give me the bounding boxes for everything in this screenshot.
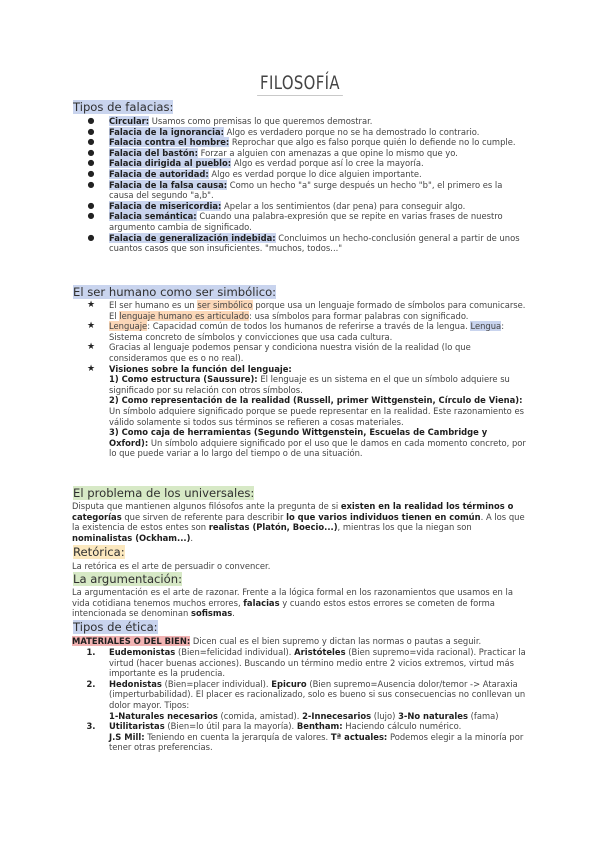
list-item: ● Falacia contra el hombre: Reprochar que algo es falso porque quién lo defiende no lo cumple. bbox=[109, 137, 521, 148]
hedonismo-tipos: 1-Naturales necesarios (comida, amistad). 2-Innecesarios (lujo) 3-No naturales (fama) bbox=[109, 710, 499, 721]
star-bullet-icon: ★ bbox=[86, 321, 96, 332]
page-title: FILOSOFÍA bbox=[66, 72, 534, 94]
star-bullet-icon: ★ bbox=[86, 342, 96, 353]
bullet-icon: ● bbox=[87, 211, 95, 221]
list-item: ● Falacia dirigida al pueblo: Algo es verdad porque así lo cree la mayoría. bbox=[109, 158, 521, 169]
section-heading-universales: El problema de los universales: bbox=[73, 486, 255, 500]
list-item: 1. Eudemonistas (Bien=felicidad individual). Aristóteles (Bien supremo=vida racional). Practicar la virtud (hacer buenas acciones). Buscando un término medio entre 2 vicios extremos, virtud más importante es la prudencia. bbox=[86, 647, 526, 679]
list-item: ● Circular: Usamos como premisas lo que queremos demostrar. bbox=[109, 116, 521, 127]
list-item: ★ Lenguaje: Capacidad común de todos los humanos de referirse a través de la lengua. Lengua: Sistema concreto de símbolos y convicciones que usa cada cultura. bbox=[86, 321, 505, 342]
section-heading-argumentacion: La argumentación: bbox=[73, 572, 182, 586]
utilitarismo-mill: J.S Mill: Teniendo en cuenta la jerarquía de valores. Tª actuales: Podemos elegir a la minoría por tener otras preferencias. bbox=[109, 731, 524, 753]
vision-herramientas: 3) Como caja de herramientas (Segundo Wittgenstein, Escuelas de Cambridge y Oxford): Un símbolo adquiere significado por el uso que le damos en cada momento concreto, por lo que puede variar a lo largo del tiempo o de una situación. bbox=[109, 427, 526, 459]
bullet-icon: ● bbox=[87, 179, 95, 189]
universales-paragraph: Disputa que mantienen algunos filósofos ante la pregunta de si existen en la realidad los términos o categorías que sirven de referente para describir lo que varios individuos tienen en común. A los que la existencia de estos entes son realistas (Platón, Boecio...), mientras los que la niegan son nominalistas (Ockham...). bbox=[72, 501, 525, 543]
section-heading-falacias: Tipos de falacias: bbox=[73, 100, 174, 114]
star-bullet-icon: ★ bbox=[86, 300, 96, 310]
list-item: ★ El ser humano es un ser simbólico porque usa un lenguaje formado de símbolos para comunicarse. El lenguaje humano es articulado: usa símbolos para formar palabras con significado. bbox=[86, 300, 526, 321]
argumentacion-paragraph: La argumentación es el arte de razonar. Frente a la lógica formal en los razonamientos que usamos en la vida cotidiana tenemos muchos errores, falacias y cuando estos estos errores se cometen de forma intencionada se denominan sofismas. bbox=[72, 587, 513, 619]
bullet-icon: ● bbox=[87, 116, 95, 125]
vision-representacion: 2) Como representación de la realidad (Russell, primer Wittgenstein, Círculo de Viena): Un símbolo adquiere significado porque se puede representar en la realidad. Este razonamiento es válido solamente si todos sus términos se refieren a cosas materiales. bbox=[109, 395, 524, 427]
etica-list bbox=[86, 647, 527, 753]
simbolico-list bbox=[86, 300, 527, 459]
list-item: ● Falacia de la falsa causa: Como un hecho "a" surge después un hecho "b", el primero es la causa del segundo "a,b". bbox=[109, 180, 521, 201]
section-heading-etica: Tipos de ética: bbox=[73, 620, 158, 634]
bullet-icon: ● bbox=[87, 126, 95, 136]
list-item: 2. Hedonistas (Bien=placer individual). Epicuro (Bien supremo=Ausencia dolor/temor -> Ataraxia (imperturbabilidad). El placer es racionalizado, solo es bueno si sus consecuencias no conllevan un dolor mayor. Tipos: 1-Naturales necesarios (comida, amistad). 2-Innecesarios (lujo) 3-No naturales (fama) bbox=[86, 678, 526, 721]
list-item: ● Falacia del bastón: Forzar a alguien con amenazas a que opine lo mismo que yo. bbox=[109, 148, 521, 159]
list-item: ● Falacia de autoridad: Algo es verdad porque lo dice alguien importante. bbox=[109, 169, 521, 180]
bullet-icon: ● bbox=[87, 137, 95, 147]
bullet-icon: ● bbox=[87, 232, 95, 242]
etica-lead: MATERIALES O DEL BIEN: Dicen cual es el bien supremo y dictan las normas o pautas a seguir. bbox=[72, 636, 482, 646]
section-heading-simbolico: El ser humano como ser simbólico: bbox=[73, 285, 277, 299]
vision-estructura: 1) Como estructura (Saussure): El lenguaje es un sistema en el que un símbolo adquiere su significado por su relación con otros símbolos. bbox=[109, 374, 510, 395]
star-bullet-icon: ★ bbox=[86, 363, 96, 374]
bullet-icon: ● bbox=[87, 168, 95, 178]
list-item: ● Falacia semántica: Cuando una palabra-expresión que se repite en varias frases de nuestro argumento cambia de significado. bbox=[109, 211, 521, 232]
list-item: ● Falacia de la ignorancia: Algo es verdadero porque no se ha demostrado lo contrario. bbox=[109, 127, 521, 138]
list-item: ★ Visiones sobre la función del lenguaje: 1) Como estructura (Saussure): El lenguaje es un sistema en el que un símbolo adquiere su significado por su relación con otros símbolos. 2) Como representación de la realidad (Russell, primer Wittgenstein, Círculo de Viena): Un símbolo adquiere significado porque se puede representar en la realidad. Este razonamiento es válido solamente si todos sus términos se refieren a cosas materiales. 3) Como caja de herramientas (Segundo Wittgenstein, Escuelas de Cambridge y Oxford): Un símbolo adquiere significado por el uso que le damos en cada momento concreto, por lo que puede variar a lo largo del tiempo o de una situación. bbox=[86, 363, 526, 459]
falacias-list bbox=[87, 116, 521, 254]
retorica-paragraph: La retórica es el arte de persuadir o convencer. bbox=[72, 561, 271, 571]
list-item: 3. Utilitaristas (Bien=lo útil para la mayoría). Bentham: Haciendo cálculo numérico. J.S Mill: Teniendo en cuenta la jerarquía de valores. Tª actuales: Podemos elegir a la minoría por tener otras preferencias. bbox=[109, 721, 527, 753]
list-item: ● Falacia de generalización indebida: Concluimos un hecho-conclusión general a partir de unos cuantos casos que son insuficientes. "muchos, todos..." bbox=[109, 233, 521, 254]
section-heading-retorica: Retórica: bbox=[73, 545, 125, 559]
bullet-icon: ● bbox=[87, 147, 95, 157]
list-item: ● Falacia de misericordia: Apelar a los sentimientos (dar pena) para conseguir algo. bbox=[109, 201, 521, 212]
list-item: ★ Gracias al lenguaje podemos pensar y condiciona nuestra visión de la realidad (lo que consideramos que es o no real). bbox=[86, 342, 471, 363]
bullet-icon: ● bbox=[87, 200, 95, 210]
bullet-icon: ● bbox=[87, 158, 95, 168]
